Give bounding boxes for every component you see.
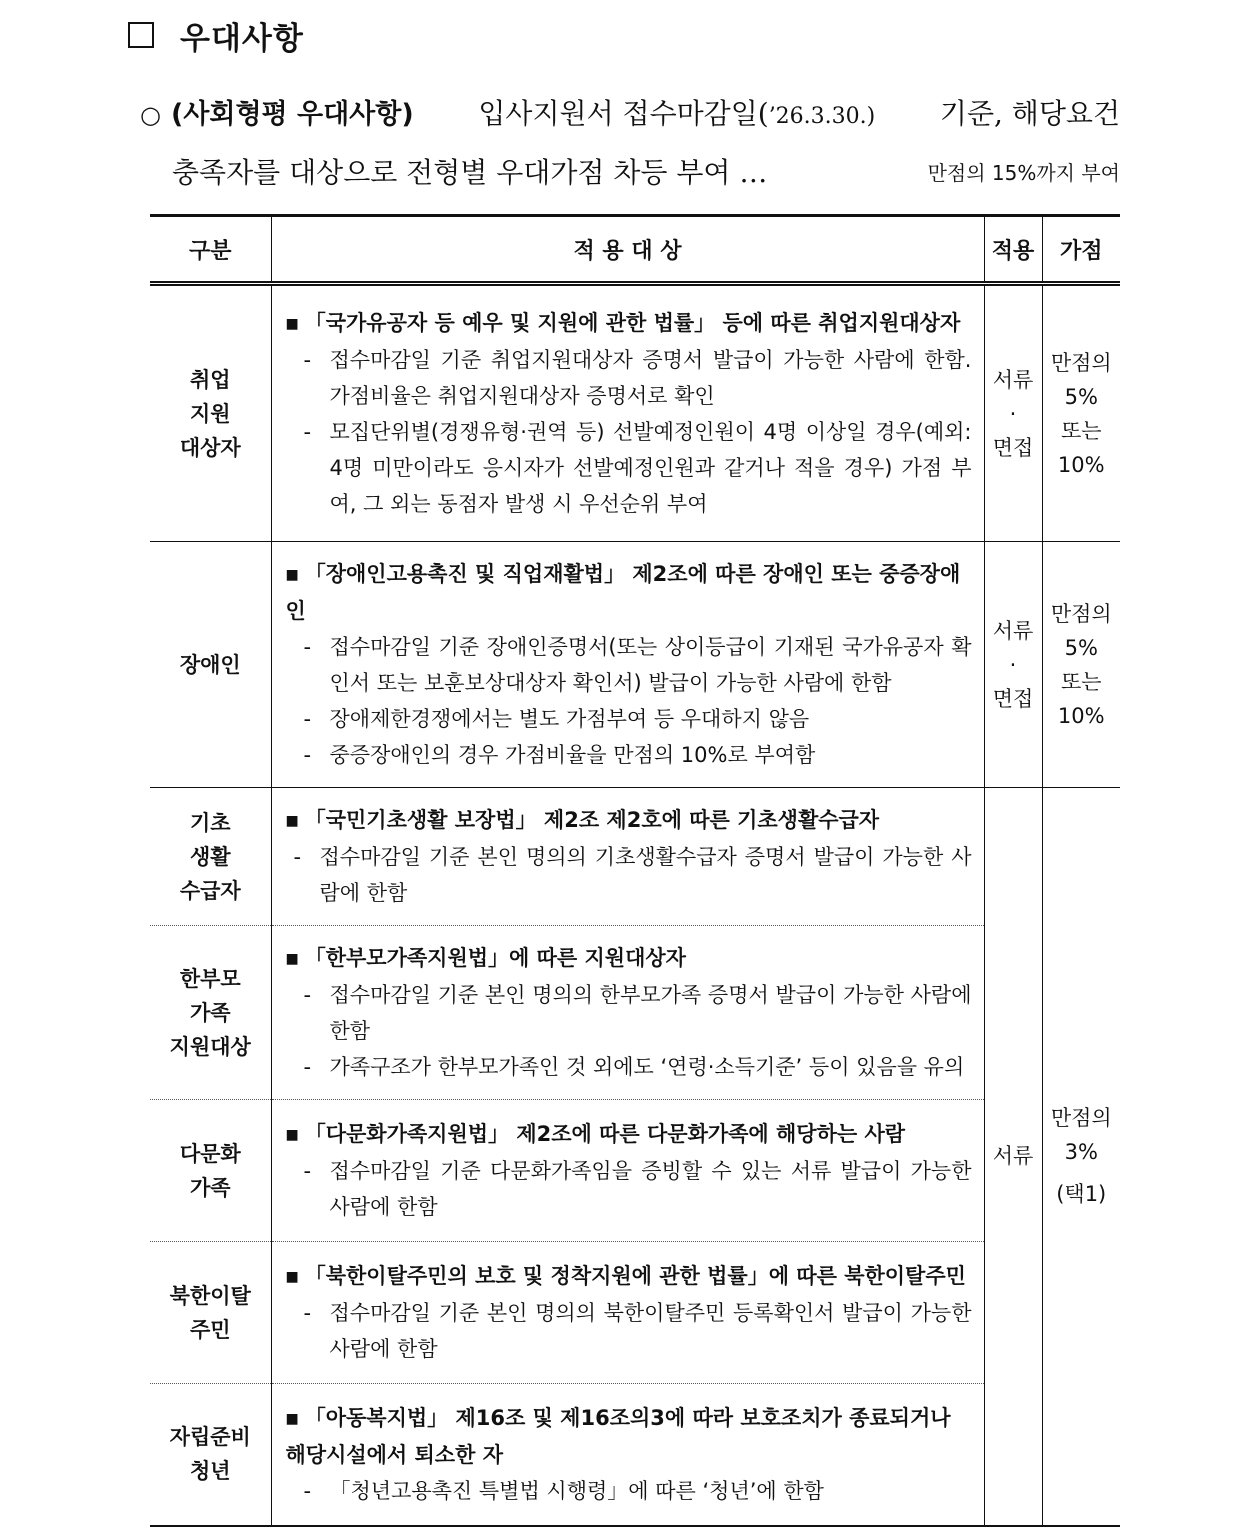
header-apply: 적용 <box>984 216 1042 284</box>
detail-text: 접수마감일 기준 본인 명의의 한부모가족 증명서 발급이 가능한 사람에 한함 <box>329 983 972 1043</box>
law-title <box>286 556 972 629</box>
detail-text: 가족구조가 한부모가족인 것 외에도 ‘연령·소득기준’ 등이 있음을 유의 <box>329 1055 965 1079</box>
apply-line: 면접 <box>992 686 1034 711</box>
content-cell <box>271 1100 984 1242</box>
law-title <box>286 1400 972 1473</box>
law-text: 「아동복지법」 제16조 및 제16조의3에 따라 보호조치가 종료되거나 해당시설에서 퇴소한 자 <box>285 1405 951 1467</box>
bonus-line: 5% <box>1064 384 1098 409</box>
detail-item <box>286 1049 972 1085</box>
circle-bullet-icon: ○ <box>140 101 161 129</box>
detail-item <box>286 1153 972 1225</box>
category-line: 청년 <box>189 1459 231 1484</box>
category-cell <box>150 284 271 542</box>
apply-line: · <box>1009 652 1017 677</box>
category-line: 수급자 <box>179 878 241 903</box>
content-cell <box>271 1384 984 1526</box>
apply-line: 서류 <box>992 367 1034 392</box>
law-title <box>286 1258 972 1295</box>
category-cell <box>150 788 271 926</box>
header-bonus: 가점 <box>1042 216 1120 284</box>
bonus-line: 만점의 <box>1050 601 1112 626</box>
header-target: 적 용 대 상 <box>271 216 984 284</box>
square-bullet-icon: ■ <box>285 1410 299 1427</box>
dash-bullet-icon: - <box>303 1055 312 1079</box>
detail-item <box>286 342 972 414</box>
table-row <box>150 926 1120 1100</box>
square-bullet-icon: ■ <box>285 567 299 583</box>
apply-cell <box>984 542 1042 788</box>
detail-text: 모집단위별(경쟁유형·권역 등) 선발예정인원이 4명 이상일 경우(예외: 4명 미만이라도 응시자가 선발예정인원과 같거나 적을 경우) 가점 부여, 그 외는 동점자 발생 시 우선순위 부여 <box>329 420 972 516</box>
dash-bullet-icon: - <box>303 1301 312 1325</box>
category-line: 가족 <box>189 1175 231 1200</box>
law-title <box>286 940 972 977</box>
detail-item <box>286 414 972 522</box>
detail-item <box>286 1295 972 1367</box>
intro-line2-small: 만점의 15%까지 부여 <box>927 161 1120 185</box>
law-text: 「한부모가족지원법」에 따른 지원대상자 <box>304 946 686 970</box>
category-line: 가족 <box>189 1000 231 1025</box>
content-cell <box>271 926 984 1100</box>
bonus-line: 또는 <box>1060 418 1102 443</box>
square-bullet-icon: ■ <box>285 1269 299 1285</box>
dash-bullet-icon: - <box>303 420 312 444</box>
category-cell <box>150 1242 271 1384</box>
dash-bullet-icon: - <box>303 1159 312 1183</box>
intro-line2-main: 충족자를 대상으로 전형별 우대가점 차등 부여 … <box>172 156 768 189</box>
table-row <box>150 788 1120 926</box>
law-text: 「장애인고용촉진 및 직업재활법」 제2조에 따른 장애인 또는 중증장애인 <box>285 562 961 623</box>
law-text: 「국가유공자 등 예우 및 지원에 관한 법률」 등에 따른 취업지원대상자 <box>304 311 961 335</box>
category-line: 북한이탈 <box>169 1283 251 1308</box>
preference-table <box>150 214 1120 1527</box>
law-text: 「다문화가족지원법」 제2조에 따른 다문화가족에 해당하는 사람 <box>304 1122 906 1146</box>
law-title <box>286 305 972 342</box>
intro-paragraph <box>140 86 1120 201</box>
category-line: 취업 <box>189 367 231 392</box>
bonus-cell <box>1042 284 1120 542</box>
table-row <box>150 1384 1120 1526</box>
table-row <box>150 284 1120 542</box>
intro-line1-rest: 입사지원서 접수마감일( <box>478 97 769 130</box>
detail-text: 접수마감일 기준 본인 명의의 기초생활수급자 증명서 발급이 가능한 사람에 한함 <box>319 845 972 905</box>
bonus-cell-shared <box>1042 788 1120 1526</box>
intro-bold: (사회형평 우대사항) <box>170 99 414 130</box>
dash-bullet-icon: - <box>293 845 302 869</box>
apply-cell <box>984 284 1042 542</box>
table-header-row <box>150 216 1120 284</box>
detail-text: 접수마감일 기준 본인 명의의 북한이탈주민 등록확인서 발급이 가능한 사람에 한함 <box>329 1301 972 1361</box>
category-line: 한부모 <box>179 966 241 991</box>
law-title <box>286 802 972 839</box>
detail-item <box>286 839 972 911</box>
table-row <box>150 1100 1120 1242</box>
bonus-line: 만점의 <box>1050 1106 1112 1131</box>
category-line: 다문화 <box>179 1141 241 1166</box>
section-heading <box>128 14 304 56</box>
detail-item <box>286 737 972 773</box>
bonus-line: 3% <box>1064 1140 1098 1165</box>
category-line: 지원 <box>189 401 231 426</box>
law-title <box>286 1116 972 1153</box>
dash-bullet-icon: - <box>303 1478 312 1503</box>
content-cell <box>271 284 984 542</box>
square-bullet-icon: ■ <box>285 316 299 332</box>
table-row <box>150 1242 1120 1384</box>
detail-text: 접수마감일 기준 취업지원대상자 증명서 발급이 가능한 사람에 한함. 가점비율은 취업지원대상자 증명서로 확인 <box>329 348 972 408</box>
intro-line-1 <box>140 86 1120 145</box>
category-line: 장애인 <box>179 652 241 677</box>
intro-date: ’26.3.30.) <box>768 104 876 129</box>
square-bullet-icon: ■ <box>285 951 299 967</box>
header-category: 구분 <box>150 216 271 284</box>
detail-item <box>286 701 972 737</box>
content-cell <box>271 788 984 926</box>
bonus-line: 만점의 <box>1050 350 1112 375</box>
table-body <box>150 284 1120 1526</box>
dash-bullet-icon: - <box>303 348 312 372</box>
detail-text: 중증장애인의 경우 가점비율을 만점의 10%로 부여함 <box>329 743 816 767</box>
dash-bullet-icon: - <box>303 983 312 1007</box>
category-line: 지원대상 <box>169 1034 251 1059</box>
content-cell <box>271 542 984 788</box>
category-cell <box>150 926 271 1100</box>
intro-line-2 <box>140 145 1120 201</box>
apply-line: · <box>1009 401 1017 426</box>
category-cell <box>150 1100 271 1242</box>
apply-cell-shared <box>984 788 1042 1526</box>
content-cell <box>271 1242 984 1384</box>
law-text: 「북한이탈주민의 보호 및 정착지원에 관한 법률」에 따른 북한이탈주민 <box>304 1264 966 1288</box>
bonus-line: 5% <box>1064 635 1098 660</box>
intro-line1-end: 기준, 해당요건 <box>939 97 1120 130</box>
detail-text: 「청년고용촉진 특별법 시행령」에 따른 ‘청년’에 한함 <box>329 1478 824 1503</box>
category-line: 주민 <box>189 1317 231 1342</box>
bonus-line: 10% <box>1057 703 1105 728</box>
bonus-line: 10% <box>1057 452 1105 477</box>
detail-item <box>286 1473 972 1509</box>
category-line: 생활 <box>189 844 231 869</box>
detail-item <box>286 977 972 1049</box>
apply-line: 서류 <box>992 618 1034 643</box>
law-text: 「국민기초생활 보장법」 제2조 제2호에 따른 기초생활수급자 <box>304 808 880 832</box>
table-row <box>150 542 1120 788</box>
category-line: 자립준비 <box>169 1425 251 1450</box>
detail-text: 장애제한경쟁에서는 별도 가점부여 등 우대하지 않음 <box>329 707 810 731</box>
bonus-cell <box>1042 542 1120 788</box>
square-bullet-icon: ■ <box>285 1127 299 1143</box>
square-bullet-icon: ■ <box>285 813 299 829</box>
category-line: 기초 <box>189 810 231 835</box>
category-cell <box>150 1384 271 1526</box>
dash-bullet-icon: - <box>303 743 312 767</box>
section-title: 우대사항 <box>180 20 304 57</box>
checkbox-icon <box>128 22 154 48</box>
detail-text: 접수마감일 기준 장애인증명서(또는 상이등급이 기재된 국가유공자 확인서 또는 보훈보상대상자 확인서) 발급이 가능한 사람에 한함 <box>329 635 972 695</box>
category-cell <box>150 542 271 788</box>
dash-bullet-icon: - <box>303 707 312 731</box>
bonus-line: 또는 <box>1060 669 1102 694</box>
apply-line: 서류 <box>992 1144 1034 1169</box>
dash-bullet-icon: - <box>303 635 312 659</box>
detail-item <box>286 629 972 701</box>
detail-text: 접수마감일 기준 다문화가족임을 증빙할 수 있는 서류 발급이 가능한 사람에 한함 <box>329 1159 972 1219</box>
category-line: 대상자 <box>179 435 241 460</box>
bonus-line: (택1) <box>1056 1182 1107 1207</box>
apply-line: 면접 <box>992 435 1034 460</box>
